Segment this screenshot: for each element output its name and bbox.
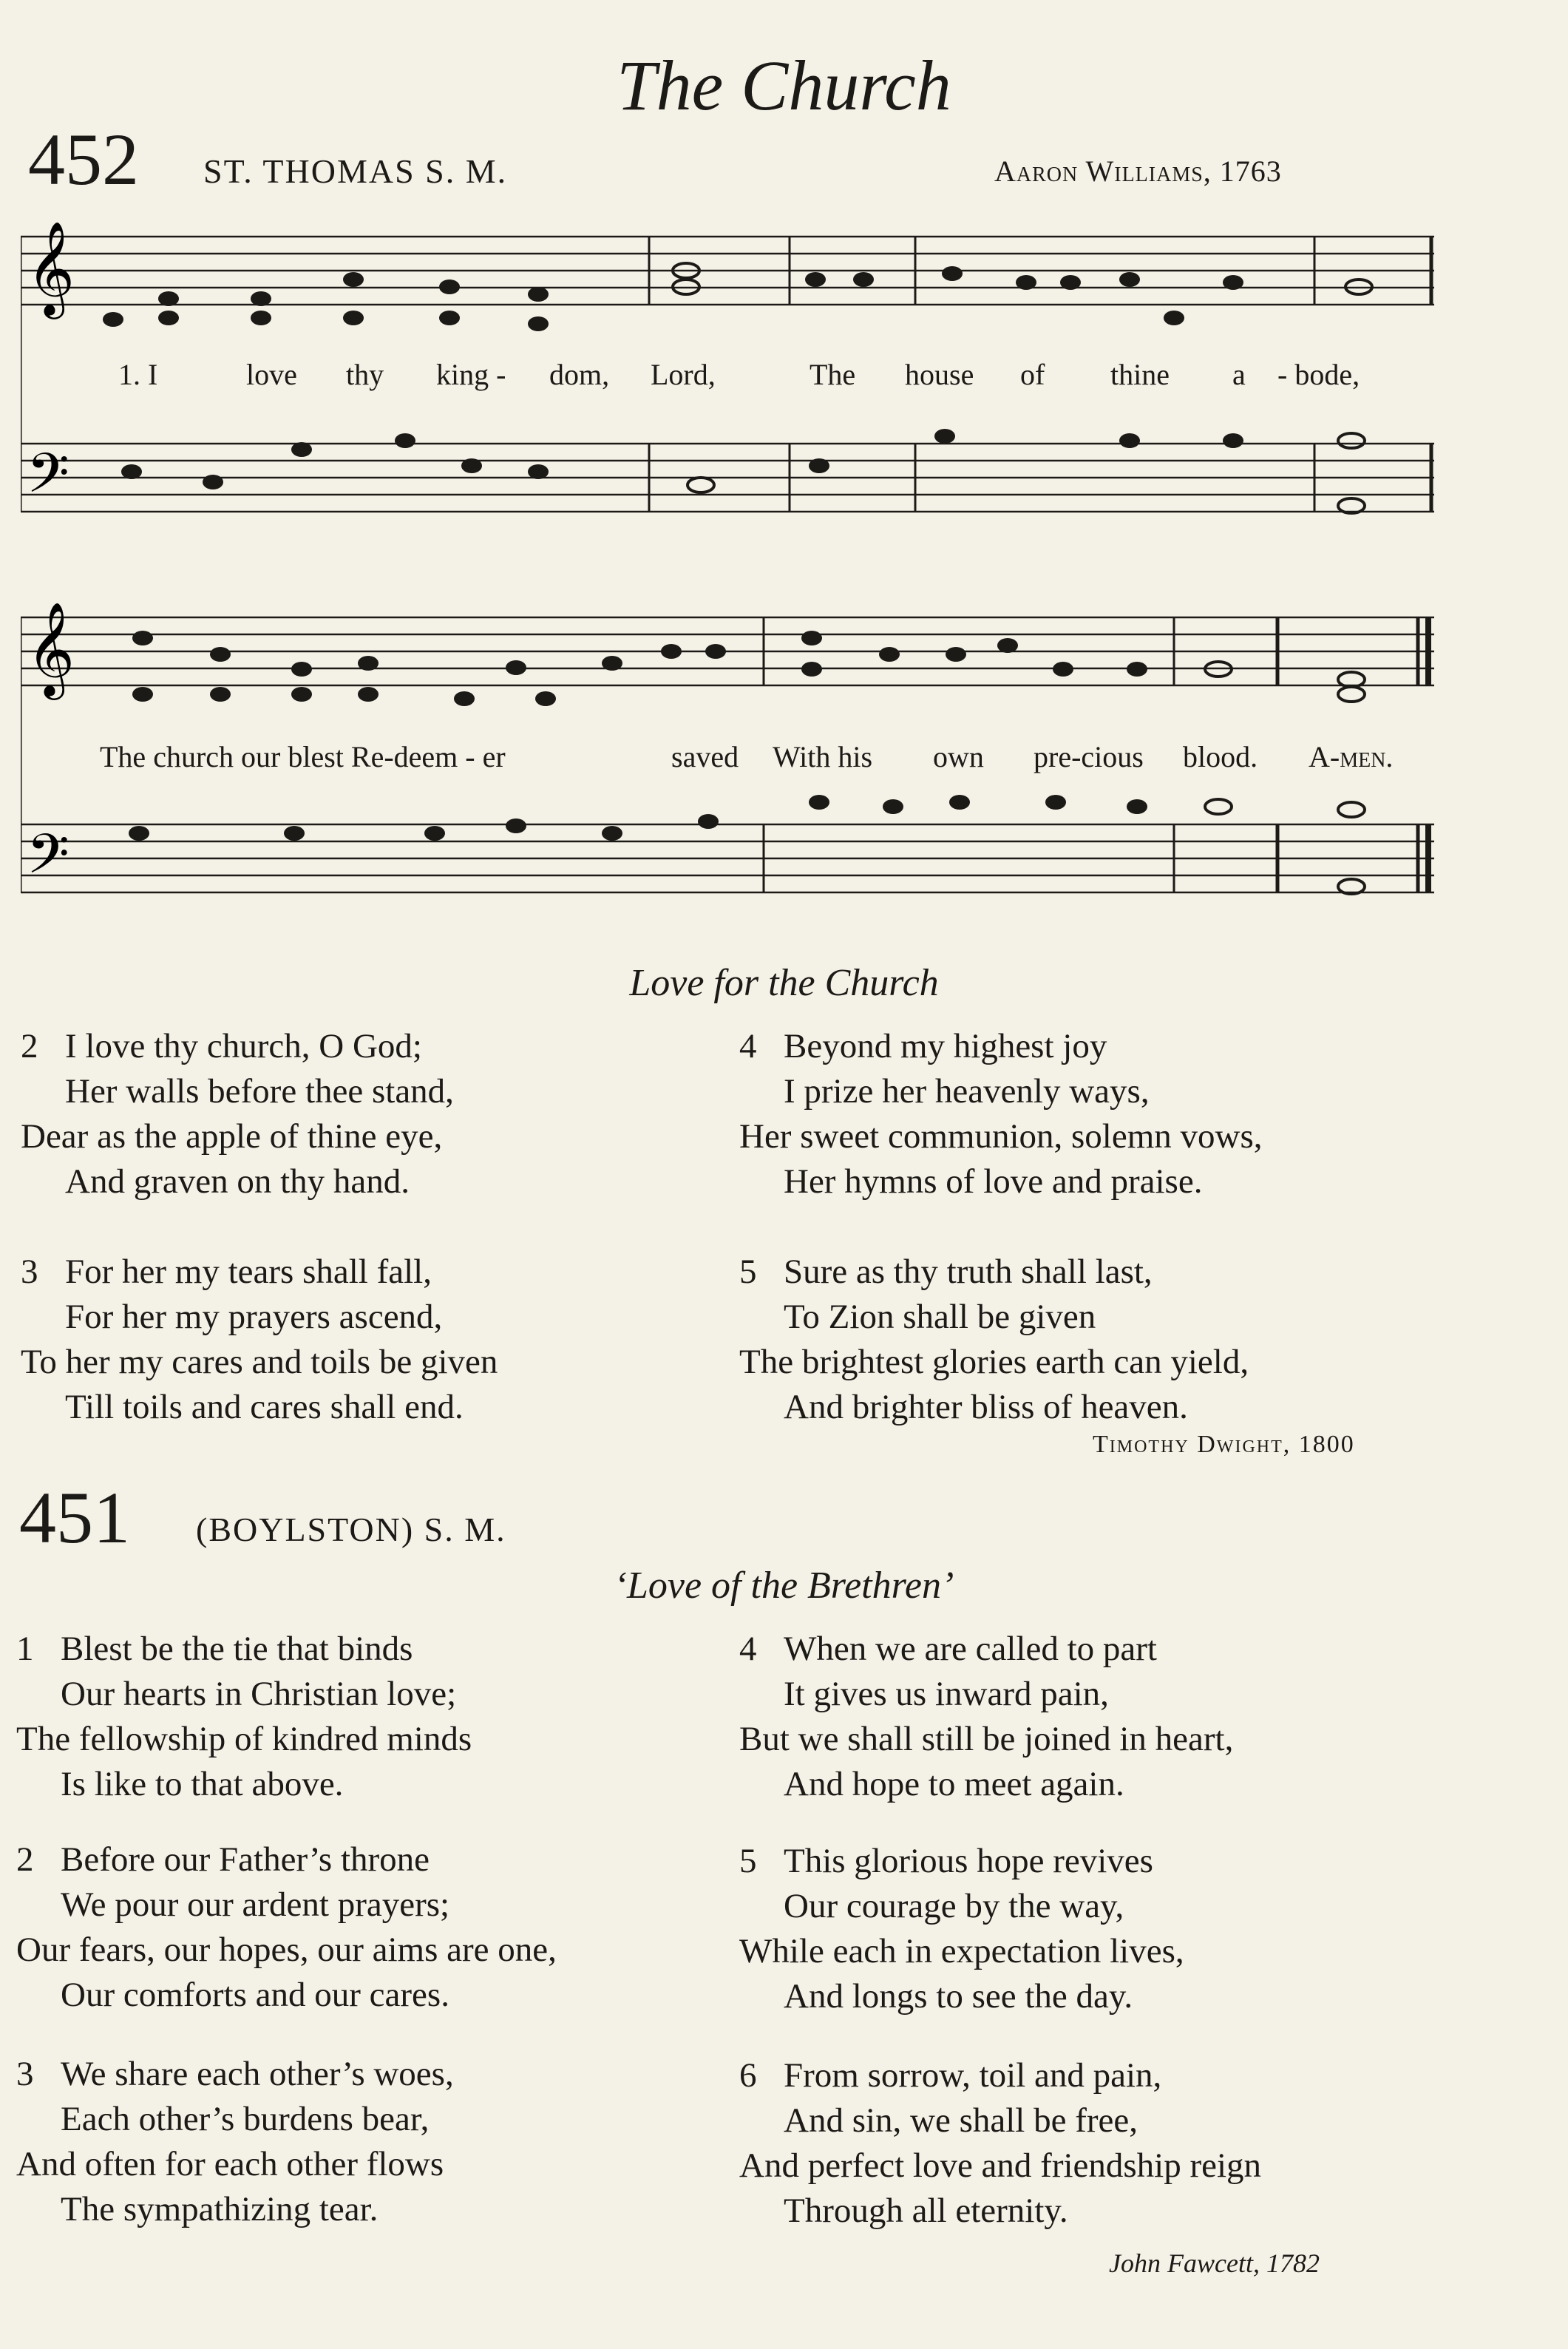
verse-line: Her walls before thee stand, [65, 1072, 454, 1111]
verse-line: The brightest glories earth can yield, [739, 1343, 1249, 1381]
lyric-1-2: love [246, 358, 297, 391]
verse-line: Our comforts and our cares. [61, 1976, 449, 2014]
verse-number: 2 [21, 1027, 38, 1065]
author-451: John Fawcett, 1782 [1109, 2248, 1320, 2278]
verse-number: 5 [739, 1253, 757, 1291]
verse-line: For her my tears shall fall, [65, 1253, 432, 1291]
verse-line: Her sweet communion, solemn vows, [739, 1117, 1263, 1156]
bass-staff-1 [21, 444, 1434, 512]
lyric-1-9: of [1020, 358, 1045, 391]
verse-451-4 [739, 1627, 1233, 1807]
verse-451-1 [16, 1627, 472, 1807]
page-title: The Church [617, 46, 951, 125]
verse-line: The sympathizing tear. [61, 2190, 379, 2228]
hymn-number-451: 451 [19, 1477, 130, 1559]
verse-number: 1 [16, 1630, 34, 1668]
verse-line: Through all eternity. [784, 2192, 1068, 2230]
verse-451-2 [16, 1837, 557, 2018]
verse-line: Before our Father’s throne [61, 1840, 430, 1879]
lyric-1-10: thine [1110, 358, 1170, 391]
hymn-number-452: 452 [28, 118, 139, 200]
lyric-1-4: king - [436, 358, 506, 391]
author-452: Timothy Dwight, 1800 [1093, 1431, 1355, 1458]
lyric-2-7: A-men. [1309, 740, 1394, 773]
subtitle-451: ‘Love of the Brethren’ [614, 1565, 954, 1607]
verse-line: Beyond my highest joy [784, 1027, 1107, 1065]
lyric-1-12: - bode, [1277, 358, 1360, 391]
verse-number: 6 [739, 2056, 757, 2095]
verse-line: This glorious hope revives [784, 1842, 1153, 1880]
lyric-1-1: 1. I [118, 358, 158, 391]
verse-number: 2 [16, 1840, 34, 1879]
lyric-1-8: house [905, 358, 974, 391]
verse-line: Dear as the apple of thine eye, [21, 1117, 443, 1156]
verse-line: Our fears, our hopes, our aims are one, [16, 1931, 557, 1969]
verse-line: We share each other’s woes, [61, 2055, 454, 2093]
verse-line: It gives us inward pain, [784, 1675, 1109, 1713]
verse-452-5 [739, 1250, 1249, 1430]
verse-451-6 [739, 2053, 1261, 2234]
barlines-1 [21, 237, 1431, 512]
verse-line: I love thy church, O God; [65, 1027, 422, 1065]
verse-number: 4 [739, 1027, 757, 1065]
verse-line: Each other’s burdens bear, [61, 2100, 430, 2138]
verse-number: 4 [739, 1630, 757, 1668]
svg-text:𝄞: 𝄞 [27, 601, 75, 696]
verse-451-3 [16, 2052, 454, 2232]
verse-line: And longs to see the day. [784, 1977, 1133, 2016]
lyric-2-6: blood. [1183, 740, 1258, 773]
verse-line: To Zion shall be given [784, 1298, 1096, 1336]
verse-line: Is like to that above. [61, 1765, 344, 1803]
verse-line: But we shall still be joined in heart, [739, 1720, 1234, 1758]
composer-452: Aaron Williams, 1763 [994, 155, 1282, 188]
verse-line: We pour our ardent prayers; [61, 1885, 450, 1924]
lyric-1-7: The [810, 358, 856, 391]
verse-452-3 [21, 1250, 498, 1430]
music-staff-system-1 [21, 214, 1440, 547]
lyric-1-3: thy [346, 358, 384, 391]
tune-name-451: (BOYLSTON) S. M. [196, 1511, 506, 1548]
verse-451-5 [739, 1839, 1184, 2019]
verse-line: And perfect love and friendship reign [739, 2146, 1262, 2185]
verse-line: Sure as thy truth shall last, [784, 1253, 1153, 1291]
svg-text:𝄢: 𝄢 [27, 441, 69, 519]
lyric-2-3: With his [773, 740, 873, 773]
verse-line: Our courage by the way, [784, 1887, 1124, 1925]
tune-name-452: ST. THOMAS S. M. [203, 152, 508, 190]
lyric-2-4: own [933, 740, 984, 773]
verse-line: And sin, we shall be free, [784, 2101, 1138, 2140]
svg-text:𝄢: 𝄢 [27, 822, 69, 900]
verse-line: And hope to meet again. [784, 1765, 1124, 1803]
verse-number: 3 [21, 1253, 38, 1291]
verse-line: And brighter bliss of heaven. [784, 1388, 1188, 1426]
treble-staff-1 [21, 237, 1434, 305]
lyric-1-5: dom, [549, 358, 610, 391]
verse-line: And often for each other flows [16, 2145, 444, 2183]
lyric-2-1: The church our blest Re-deem - er [100, 740, 506, 773]
verse-line: Till toils and cares shall end. [65, 1388, 464, 1426]
lyric-2-5: pre-cious [1034, 740, 1144, 773]
verse-line: Our hearts in Christian love; [61, 1675, 457, 1713]
verse-line: For her my prayers ascend, [65, 1298, 443, 1336]
verse-line: And graven on thy hand. [65, 1162, 410, 1201]
verse-number: 5 [739, 1842, 757, 1880]
verse-452-4 [739, 1024, 1263, 1204]
verse-line: To her my cares and toils be given [21, 1343, 498, 1381]
svg-text:𝄞: 𝄞 [27, 220, 75, 315]
lyric-1-11: a [1232, 358, 1246, 391]
subtitle-452: Love for the Church [629, 962, 939, 1004]
verse-452-2 [21, 1024, 454, 1204]
verse-line: I prize her heavenly ways, [784, 1072, 1150, 1111]
verse-line: Blest be the tie that binds [61, 1630, 413, 1668]
bass-staff-2 [21, 824, 1434, 892]
verse-line: When we are called to part [784, 1630, 1157, 1668]
verse-line: Her hymns of love and praise. [784, 1162, 1203, 1201]
verse-line: From sorrow, toil and pain, [784, 2056, 1162, 2095]
verse-line: While each in expectation lives, [739, 1932, 1184, 1970]
verse-line: The fellowship of kindred minds [16, 1720, 472, 1758]
notes-2 [129, 631, 1147, 841]
lyric-1-6: Lord, [651, 358, 716, 391]
lyric-2-2: saved [671, 740, 739, 773]
verse-number: 3 [16, 2055, 34, 2093]
